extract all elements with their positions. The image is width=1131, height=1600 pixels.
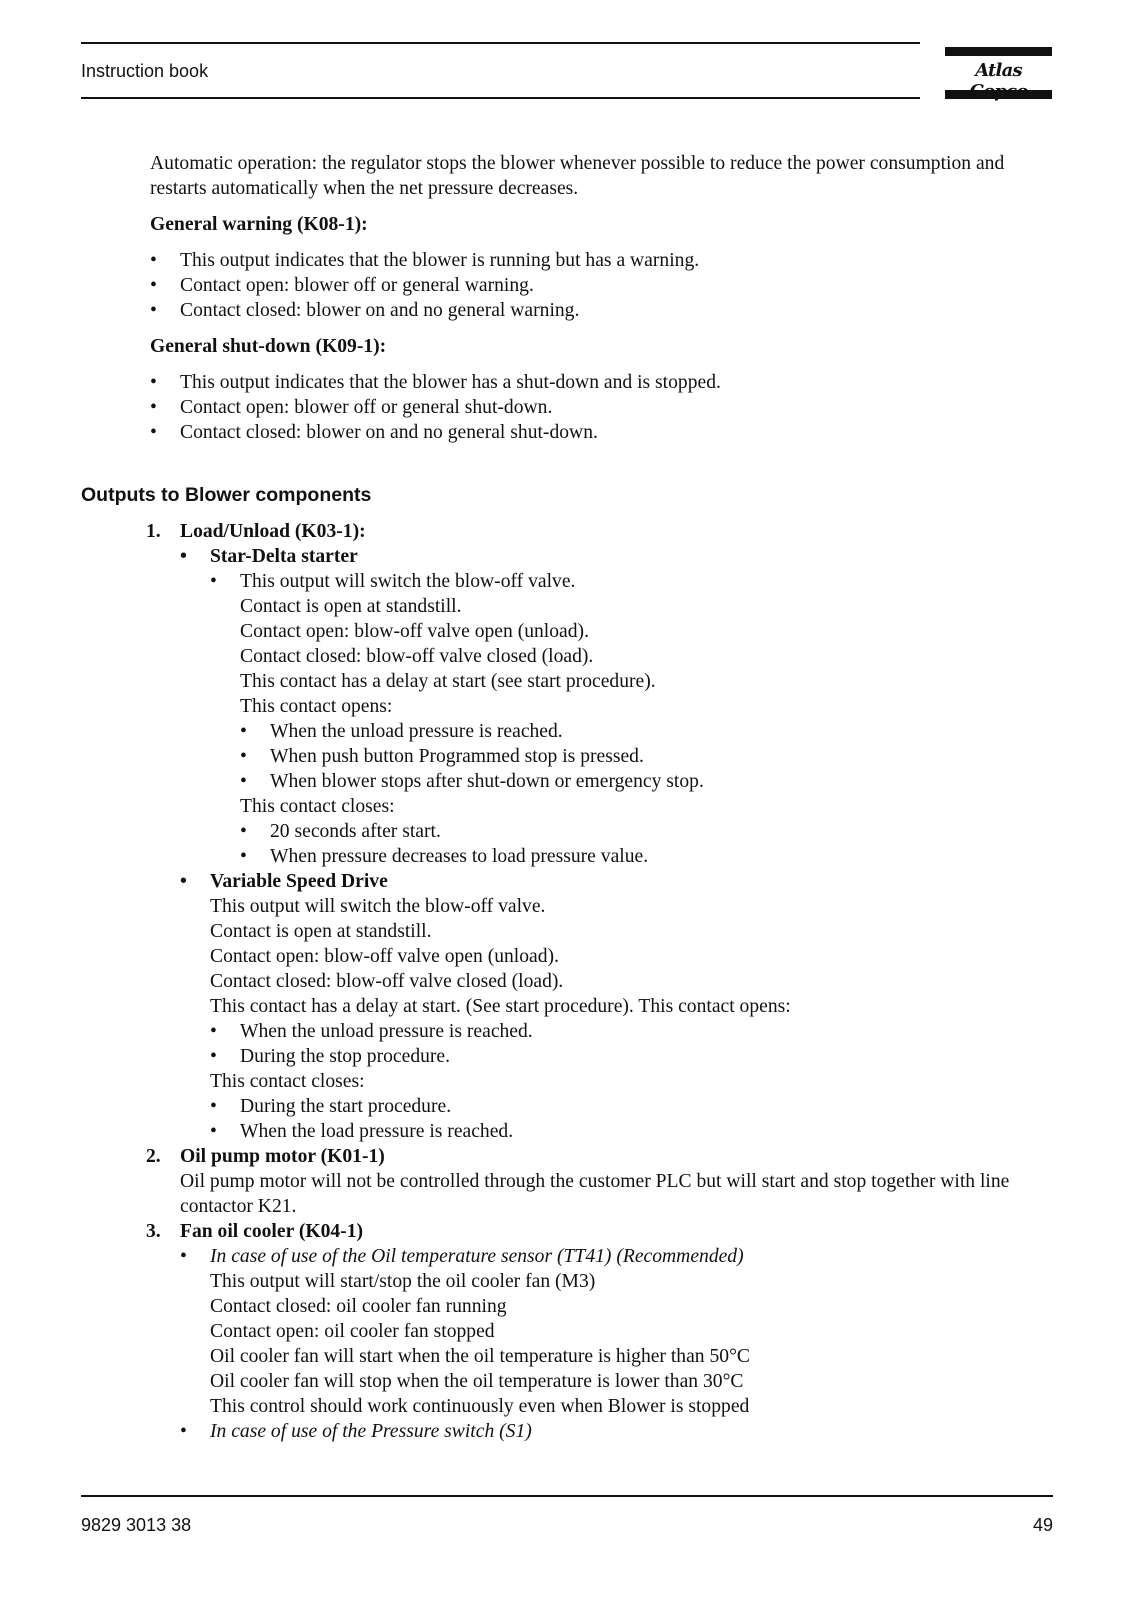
oil-pump-text: Oil pump motor will not be controlled through the customer PLC but will start and stop together with line contactor K21.: [180, 1171, 1010, 1217]
list-item: • When push button Programmed stop is pressed.: [240, 746, 644, 767]
list-item: • During the stop procedure.: [210, 1046, 451, 1067]
text-line: Contact open: blow-off valve open (unload).: [240, 621, 589, 642]
list-item: • When the unload pressure is reached.: [210, 1021, 533, 1042]
text-line: Oil cooler fan will start when the oil temperature is higher than 50°C: [210, 1346, 750, 1367]
list-item: • Contact open: blower off or general warning.: [150, 275, 534, 296]
list-item: • Contact open: blower off or general shut-down.: [150, 397, 553, 418]
auto-operation-text: Automatic operation: the regulator stops the blower whenever possible to reduce the power consumption and restarts automatically when the net pressure decreases.: [150, 153, 1005, 199]
text-line: Contact closed: blow-off valve closed (load).: [210, 971, 564, 992]
case-oil-temp-sensor: • In case of use of the Oil temperature sensor (TT41) (Recommended): [180, 1246, 744, 1267]
text-line: This control should work continuously even when Blower is stopped: [210, 1396, 750, 1417]
numbered-item-2-title: 2. Oil pump motor (K01-1): [146, 1146, 385, 1167]
text-line: Oil cooler fan will stop when the oil temperature is lower than 30°C: [210, 1371, 744, 1392]
outputs-list: [146, 519, 1055, 1444]
atlas-copco-logo: [945, 47, 1052, 99]
vsd-title: • Variable Speed Drive: [180, 871, 388, 892]
intro-section: [150, 151, 1055, 445]
list-item: • This output indicates that the blower has a shut-down and is stopped.: [150, 372, 721, 393]
text-line: This contact opens:: [240, 696, 393, 717]
logo-top-bar: [945, 47, 1052, 56]
numbered-item-1-title: 1. Load/Unload (K03-1):: [146, 521, 366, 542]
text-line: Contact is open at standstill.: [210, 921, 432, 942]
list-item: • During the start procedure.: [210, 1096, 452, 1117]
logo-wordmark: Atlas: [975, 60, 1022, 81]
text-line: Contact is open at standstill.: [240, 596, 462, 617]
general-shutdown-heading: General shut-down (K09-1):: [150, 336, 387, 357]
footer-page-number: 49: [1032, 1515, 1053, 1535]
list-item: • This output indicates that the blower is running but has a warning.: [150, 250, 700, 271]
text-line: Contact closed: oil cooler fan running: [210, 1296, 507, 1317]
case-pressure-switch: • In case of use of the Pressure switch (S1): [180, 1421, 532, 1442]
text-line: This output will start/stop the oil cooler fan (M3): [210, 1271, 596, 1292]
numbered-item-3-title: 3. Fan oil cooler (K04-1): [146, 1221, 364, 1242]
text-line: Contact open: oil cooler fan stopped: [210, 1321, 495, 1342]
general-warning-heading: General warning (K08-1):: [150, 214, 368, 235]
text-line: This contact closes:: [210, 1071, 365, 1092]
footer-rule: [81, 1495, 1053, 1497]
list-item: • When pressure decreases to load pressure value.: [240, 846, 649, 867]
text-line: This output will switch the blow-off valve.: [210, 896, 546, 917]
list-item: • When the load pressure is reached.: [210, 1121, 514, 1142]
header-title: Instruction book: [81, 61, 209, 81]
text-line: This contact has a delay at start. (See start procedure). This contact opens:: [210, 996, 791, 1017]
list-item: • Contact closed: blower on and no general shut-down.: [150, 422, 598, 443]
list-item: • 20 seconds after start.: [240, 821, 441, 842]
header-bottom-rule: [81, 97, 920, 99]
text-line: This contact has a delay at start (see start procedure).: [240, 671, 656, 692]
text-line: Contact open: blow-off valve open (unload).: [210, 946, 559, 967]
list-item: • When the unload pressure is reached.: [240, 721, 563, 742]
list-item: • When blower stops after shut-down or emergency stop.: [240, 771, 704, 792]
text-line: Contact closed: blow-off valve closed (load).: [240, 646, 594, 667]
text-line: This contact closes:: [240, 796, 395, 817]
header-top-rule: [81, 42, 920, 44]
section-heading-outputs: Outputs to Blower components: [81, 484, 372, 506]
list-item: • This output will switch the blow-off valve.: [210, 571, 576, 592]
logo-bottom-bar: [945, 90, 1052, 99]
footer-doc-number: 9829 3013 38: [81, 1515, 192, 1535]
star-delta-title: • Star-Delta starter: [180, 546, 358, 567]
list-item: • Contact closed: blower on and no general warning.: [150, 300, 580, 321]
